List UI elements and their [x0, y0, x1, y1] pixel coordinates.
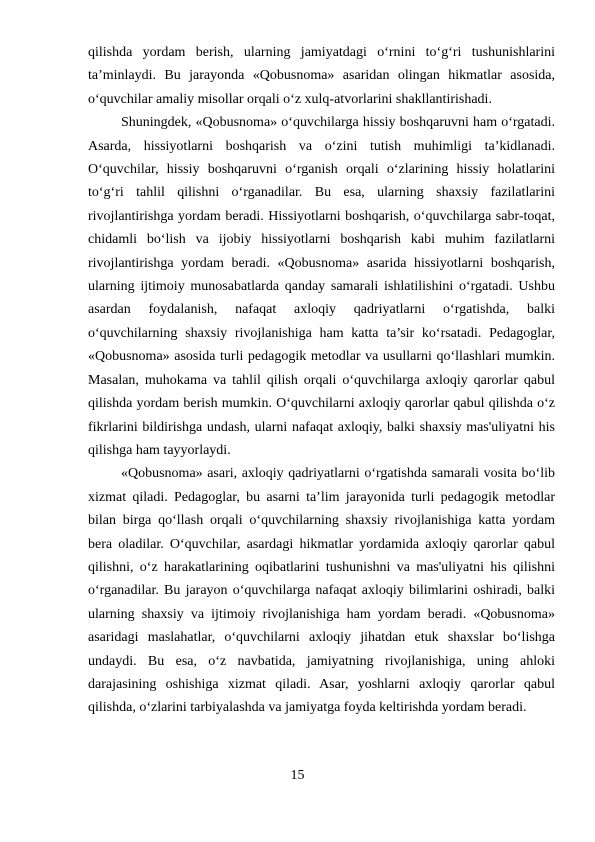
page-number: 15: [290, 768, 305, 783]
paragraph-emotional-control: Shuningdek, «Qobusnoma» o‘quvchilarga hissiy boshqaruvni ham o‘rgatadi. Asarda, hissiyotlarni boshqarish va o‘zini tutish muhimligi ta’kidlanadi. O‘quvchilar, hissiy boshqaruvni o‘rganish orqali o‘zlarining hissiy holatlarini to‘g‘ri tahlil qilishni o‘rganadilar. Bu esa, ularning shaxsiy fazilatlarini rivojlantirishga yordam beradi. Hissiyotlarni boshqarish, o‘quvchilarga sabr-toqat, chidamli bo‘lish va ijobiy hissiyotlarni boshqarish kabi muhim fazilatlarni rivojlantirishga yordam beradi. «Qobusnoma» asarida hissiyotlarni boshqarish, ularning ijtimoiy munosabatlarda qanday samarali ishlatilishini o‘rgatadi. Ushbu asardan foydalanish, nafaqat axloqiy qadriyatlarni o‘rgatishda, balki o‘quvchilarning shaxsiy rivojlanishiga ham katta ta’sir ko‘rsatadi. Pedagoglar, «Qobusnoma» asosida turli pedagogik metodlar va usullarni qo‘llashlari mumkin. Masalan, muhokama va tahlil qilish orqali o‘quvchilarga axloqiy qarorlar qabul qilishda yordam berish mumkin. O‘quvchilarni axloqiy qarorlar qabul qilishda o‘z fikrlarini bildirishga undash, ularni nafaqat axloqiy, balki shaxsiy mas'uliyatni his qilishga ham tayyorlaydi.: [88, 115, 555, 458]
paragraph-continuation: qilishda yordam berish, ularning jamiyatdagi o‘rnini to‘g‘ri tushunishlarini ta’minlaydi. Bu jarayonda «Qobusnoma» asaridan olingan hikmatlar asosida, o‘quvchilar amaliy misollar orqali o‘z xulq-atvorlarini shakllantirishadi.: [88, 45, 555, 107]
body-text: [88, 41, 555, 720]
paragraph-moral-values: «Qobusnoma» asari, axloqiy qadriyatlarni o‘rgatishda samarali vosita bo‘lib xizmat qiladi. Pedagoglar, bu asarni ta’lim jarayonida turli pedagogik metodlar bilan birga qo‘llash orqali o‘quvchilarning shaxsiy rivojlanishiga katta yordam bera oladilar. O‘quvchilar, asardagi hikmatlar yordamida axloqiy qarorlar qabul qilishni, o‘z harakatlarining oqibatlarini tushunishni va mas'uliyatni his qilishni o‘rganadilar. Bu jarayon o‘quvchilarga nafaqat axloqiy bilimlarini oshiradi, balki ularning shaxsiy va ijtimoiy rivojlanishiga ham yordam beradi. «Qobusnoma» asaridagi maslahatlar, o‘quvchilarni axloqiy jihatdan etuk shaxslar bo‘lishga undaydi. Bu esa, o‘z navbatida, jamiyatning rivojlanishiga, uning ahloki darajasining oshishiga xizmat qiladi. Asar, yoshlarni axloqiy qarorlar qabul qilishda, o‘zlarini tarbiyalashda va jamiyatga foyda keltirishda yordam beradi.: [88, 466, 555, 716]
